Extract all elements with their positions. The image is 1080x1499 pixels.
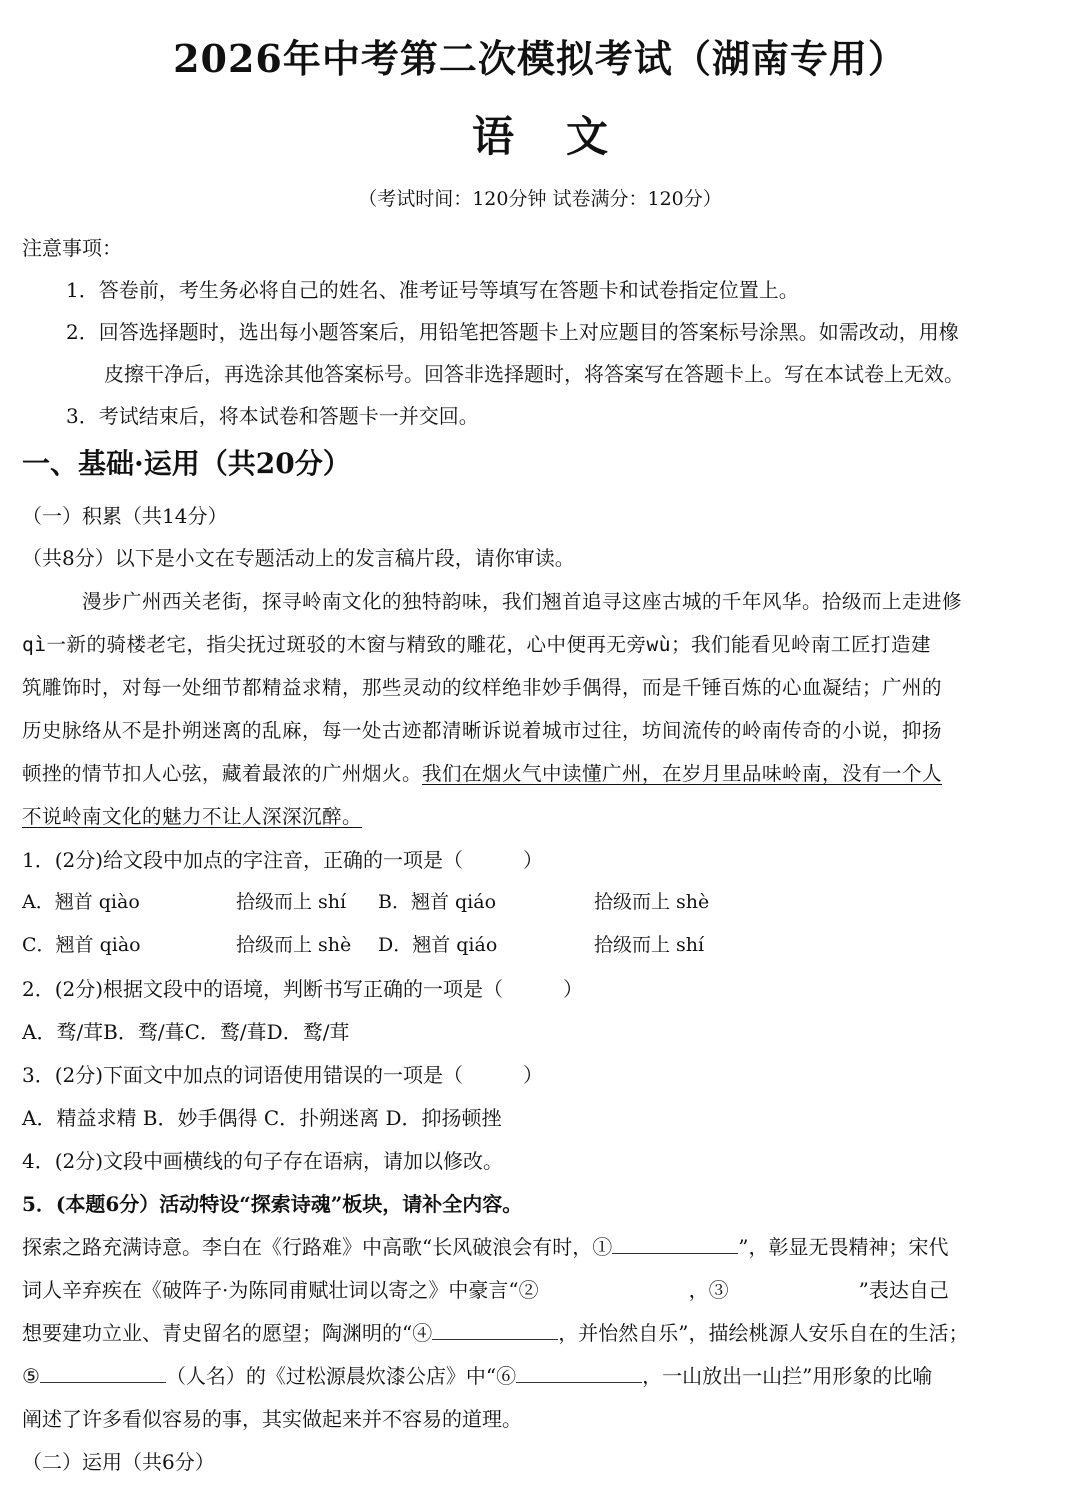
subsection-heading-1: （一）积累（共14分） bbox=[22, 504, 228, 528]
passage-line-3: 筑雕饰时，对每一处细节都精益求精，那些灵动的纹样绝非妙手偶得，而是千锤百炼的心血凝结；广州的 bbox=[22, 676, 943, 699]
q1-option-c-2: 拾级而上 shè bbox=[236, 934, 352, 956]
q1-option-d-2: 拾级而上 shí bbox=[594, 934, 705, 956]
q1-option-c-1: C．翘首 qiào bbox=[22, 934, 141, 956]
q1-option-a-2: 拾级而上 shí bbox=[236, 891, 347, 913]
q5-line-1-a: 探索之路充满诗意。李白在《行路难》中高歌“长风破浪会有时，① bbox=[22, 1235, 613, 1259]
section-heading: 一、基础·运用（共20分） bbox=[22, 447, 351, 480]
passage-line-6 bbox=[22, 801, 1058, 829]
q5-line-4-a: ⑤ bbox=[22, 1364, 40, 1388]
underlined-sentence-part-1: 我们在烟火气中读懂广州，在岁月里品味岭南，没有一个人 bbox=[422, 762, 943, 785]
underlined-sentence-part-2: 不说岭南文化的魅力不让人深深沉醉。 bbox=[22, 805, 363, 828]
q5-line-2-b: ，③ bbox=[688, 1278, 729, 1302]
q5-line-2 bbox=[22, 1274, 1058, 1303]
q5-line-4 bbox=[22, 1360, 1058, 1389]
blank-6[interactable] bbox=[516, 1364, 642, 1383]
q5-line-1 bbox=[22, 1231, 1058, 1260]
q1-option-a-1: A．翘首 qiào bbox=[22, 891, 140, 913]
notice-item-1: 1．答卷前，考生务必将自己的姓名、准考证号等填写在答题卡和试卷指定位置上。 bbox=[66, 278, 799, 302]
subject-char-1: 语 bbox=[471, 112, 514, 161]
q5-line-1-b: ”，彰显无畏精神；宋代 bbox=[738, 1235, 949, 1259]
notice-item-2: 2．回答选择题时，选出每小题答案后，用铅笔把答题卡上对应题目的答案标号涂黑。如需改动，用橡 bbox=[66, 320, 959, 344]
passage-intro: （共8分）以下是小文在专题活动上的发言稿片段，请你审读。 bbox=[22, 546, 575, 570]
q5-line-3-b: ，并怡然自乐”，描绘桃源人安乐自在的生活； bbox=[558, 1321, 969, 1345]
exam-title: 2026年中考第二次模拟考试（湖南专用） bbox=[173, 36, 907, 81]
q5-line-3 bbox=[22, 1317, 1058, 1346]
subsection-heading-2: （二）运用（共6分） bbox=[22, 1450, 215, 1474]
subject-title bbox=[0, 104, 1080, 164]
exam-info: （考试时间：120分钟 试卷满分：120分） bbox=[358, 188, 722, 210]
q5-line-4-c: ，一山放出一山拦”用形象的比喻 bbox=[642, 1364, 933, 1388]
q5-line-2-a: 词人辛弃疾在《破阵子·为陈同甫赋壮词以寄之》中豪言“② bbox=[22, 1278, 539, 1302]
q5-line-3-a: 想要建功立业、青史留名的愿望；陶渊明的“④ bbox=[22, 1321, 433, 1345]
question-5: 5．(本题6分）活动特设“探索诗魂”板块，请补全内容。 bbox=[22, 1192, 523, 1216]
passage-line-1: 漫步广州西关老街，探寻岭南文化的独特韵味，我们翘首追寻这座古城的千年风华。拾级而上走进修 bbox=[82, 590, 963, 613]
q3-options: A．精益求精 B．妙手偶得 C．扑朔迷离 D．抑扬顿挫 bbox=[22, 1106, 502, 1130]
passage-line-2: qì一新的骑楼老宅，指尖抚过斑驳的木窗与精致的雕花，心中便再无旁wù；我们能看见岭南工匠打造建 bbox=[22, 633, 931, 656]
blank-5[interactable] bbox=[40, 1364, 166, 1383]
q5-line-4-b: （人名）的《过松源晨炊漆公店》中“⑥ bbox=[165, 1364, 517, 1388]
blank-1[interactable] bbox=[612, 1235, 738, 1254]
question-3: 3．(2分)下面文中加点的词语使用错误的一项是（ ） bbox=[22, 1063, 544, 1087]
q5-line-5: 阐述了许多看似容易的事，其实做起来并不容易的道理。 bbox=[22, 1407, 522, 1431]
passage-line-5-text: 顿挫的情节扣人心弦，藏着最浓的广州烟火。 bbox=[22, 762, 423, 785]
subject-char-2: 文 bbox=[566, 112, 609, 161]
passage-line-4: 历史脉络从不是扑朔迷离的乱麻，每一处古迹都清晰诉说着城市过往，坊间流传的岭南传奇的小说，抑扬 bbox=[22, 719, 943, 742]
notice-item-2-cont: 皮擦干净后，再选涂其他答案标号。回答非选择题时，将答案写在答题卡上。写在本试卷上无效。 bbox=[104, 362, 964, 386]
notice-heading: 注意事项： bbox=[22, 236, 122, 260]
q1-option-b-2: 拾级而上 shè bbox=[594, 891, 710, 913]
passage-line-5 bbox=[22, 758, 1058, 786]
q1-option-b-1: B．翘首 qiáo bbox=[378, 891, 497, 913]
q1-option-d-1: D．翘首 qiáo bbox=[378, 934, 498, 956]
q5-line-2-c: ”表达自己 bbox=[858, 1278, 949, 1302]
question-2: 2．(2分)根据文段中的语境，判断书写正确的一项是（ ） bbox=[22, 977, 584, 1001]
blank-4[interactable] bbox=[432, 1321, 558, 1340]
question-1: 1．(2分)给文段中加点的字注音，正确的一项是（ ） bbox=[22, 848, 544, 872]
q2-options: A．骛/茸B．骛/葺C．鹜/葺D．鹜/茸 bbox=[22, 1020, 350, 1044]
question-4: 4．(2分)文段中画横线的句子存在语病，请加以修改。 bbox=[22, 1149, 504, 1173]
notice-item-3: 3．考试结束后，将本试卷和答题卡一并交回。 bbox=[66, 404, 479, 428]
